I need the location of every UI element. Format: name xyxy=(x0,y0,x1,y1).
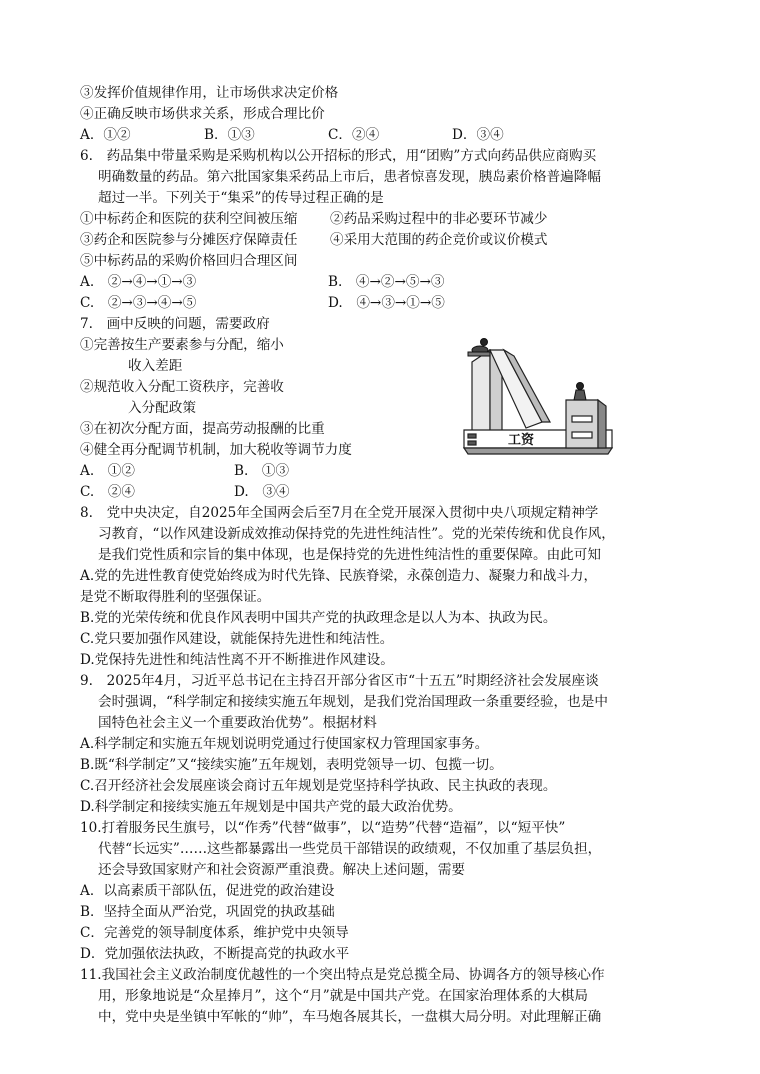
q7-statement-2b: 入分配政策 xyxy=(128,400,196,416)
cartoon-person-right xyxy=(574,383,586,401)
q6-statement-1: ①中标药企和医院的获利空间被压缩 xyxy=(80,211,298,227)
q9-option-d: D.科学制定和接续实施五年规划是中国共产党的最大政治优势。 xyxy=(80,799,462,815)
q10-stem-line-2: 代替“长远实”……这些都暴露出一些党员干部错误的政绩观，不仅加重了基层负担， xyxy=(98,841,602,857)
q9-option-c: C.召开经济社会发展座谈会商讨五年规划是党坚持科学执政、民主执政的表现。 xyxy=(80,778,557,794)
q8-option-d: D.党保持先进性和纯洁性离不开不断推进作风建设。 xyxy=(80,652,394,668)
q5-statement-3: ③发挥价值规律作用，让市场供求决定价格 xyxy=(80,85,339,101)
q6-statement-3: ③药企和医院参与分摊医疗保障责任 xyxy=(80,232,298,248)
q10-stem-line-1: 10.打着服务民生旗号，以“作秀”代替“做事”，以“造势”代替“造福”，以“短平快” xyxy=(80,820,566,836)
q6-option-a: A. ②→④→①→③ xyxy=(80,274,197,290)
q9-stem-line-2: 会时强调，“科学制定和接续实施五年规划，是我们党治国理政一条重要经验，也是中 xyxy=(98,694,608,710)
q9-option-b: B.既“科学制定”又“接续实施”五年规划，表明党领导一切、包揽一切。 xyxy=(80,757,503,773)
q11-stem-line-1: 11.我国社会主义政治制度优越性的一个突出特点是党总揽全局、协调各方的领导核心作 xyxy=(80,967,605,983)
q7-statement-1b: 收入差距 xyxy=(128,358,183,374)
q6-stem-line-1: 6. 药品集中带量采购是采购机构以公开招标的形式，用“团购”方式向药品供应商购买 xyxy=(80,148,597,164)
q5-option-c: C．②④ xyxy=(328,127,380,143)
q7-statement-3: ③在初次分配方面，提高劳动报酬的比重 xyxy=(80,421,325,437)
q6-statement-2: ②药品采购过程中的非必要环节减少 xyxy=(330,211,548,227)
q10-option-c: C．完善党的领导制度体系，维护党中央领导 xyxy=(80,925,349,941)
q6-statement-5: ⑤中标药品的采购价格回归合理区间 xyxy=(80,253,298,269)
q7-option-b: B. ①③ xyxy=(234,463,290,479)
q8-option-a-line-2: 是党不断取得胜利的坚强保证。 xyxy=(80,589,271,605)
q6-stem-line-2: 明确数量的药品。第六批国家集采药品上市后，患者惊喜发现，胰岛素价格普遍降幅 xyxy=(98,169,601,185)
cartoon-label: 工资 xyxy=(508,433,535,448)
q5-statement-4: ④正确反映市场供求关系，形成合理比价 xyxy=(80,106,325,122)
q7-option-d: D. ③④ xyxy=(234,484,290,500)
q11-stem-line-2: 用，形象地说是“众星捧月”，这个“月”就是中国共产党。在国家治理体系的大棋局 xyxy=(98,988,588,1004)
q10-stem-line-3: 还会导致国家财产和社会资源严重浪费。解决上述问题，需要 xyxy=(98,862,466,878)
q10-option-d: D．党加强依法执政，不断提高党的执政水平 xyxy=(80,946,350,962)
q6-statement-4: ④采用大范围的药企竞价或议价模式 xyxy=(330,232,548,248)
q7-option-a: A. ①② xyxy=(80,463,135,479)
q7-statement-4: ④健全再分配调节机制，加大税收等调节力度 xyxy=(80,442,352,458)
cartoon-person-top xyxy=(468,339,490,357)
q7-option-c: C. ②④ xyxy=(80,484,136,500)
q5-option-a: A．①② xyxy=(80,127,131,143)
q6-stem-line-3: 超过一半。下列关于“集采”的传导过程正确的是 xyxy=(98,190,384,206)
q8-option-c: C.党只要加强作风建设，就能保持先进性和纯洁性。 xyxy=(80,631,394,647)
q10-option-a: A．以高素质干部队伍，促进党的政治建设 xyxy=(80,883,335,899)
q6-option-d: D. ④→③→①→⑤ xyxy=(328,295,445,311)
q7-statement-1a: ①完善按生产要素参与分配，缩小 xyxy=(80,337,284,353)
q10-option-b: B．坚持全面从严治党，巩固党的执政基础 xyxy=(80,904,335,920)
q7-stem: 7. 画中反映的问题，需要政府 xyxy=(80,316,270,332)
q8-option-b: B.党的光荣传统和优良作风表明中国共产党的执政理念是以人为本、执政为民。 xyxy=(80,610,557,626)
q5-option-d: D．③④ xyxy=(452,127,504,143)
q6-option-b: B. ④→②→⑤→③ xyxy=(328,274,445,290)
q8-stem-line-2: 习教育，“以作风建设新成效推动保持党的先进性纯洁性”。党的光荣传统和优良作风， xyxy=(98,526,615,542)
q8-stem-line-3: 是我们党性质和宗旨的集中体现，也是保持党的先进性纯洁性的重要保障。由此可知 xyxy=(98,547,601,563)
q9-stem-line-3: 国特色社会主义一个重要政治优势”。根据材料 xyxy=(98,715,377,731)
q11-stem-line-3: 中，党中央是坐镇中军帐的“帅”，车马炮各展其长，一盘棋大局分明。对此理解正确 xyxy=(98,1009,602,1025)
q9-option-a: A.科学制定和实施五年规划说明党通过行使国家权力管理国家事务。 xyxy=(80,736,489,752)
q8-option-a-line-1: A.党的先进性教育使党始终成为时代先锋、民族脊梁，永葆创造力、凝聚力和战斗力， xyxy=(80,568,598,584)
q5-option-b: B．①③ xyxy=(204,127,255,143)
q8-stem-line-1: 8. 党中央决定，自2025年全国两会后至7月在全党开展深入贯彻中央八项规定精神学 xyxy=(80,505,599,521)
q6-option-c: C. ②→③→④→⑤ xyxy=(80,295,197,311)
q9-stem-line-1: 9. 2025年4月，习近平总书记在主持召开部分省区市“十五五”时期经济社会发展座谈 xyxy=(80,673,599,689)
q7-statement-2a: ②规范收入分配工资秩序，完善收 xyxy=(80,379,284,395)
cartoon-staircase xyxy=(464,350,612,454)
wage-cartoon xyxy=(462,336,618,460)
